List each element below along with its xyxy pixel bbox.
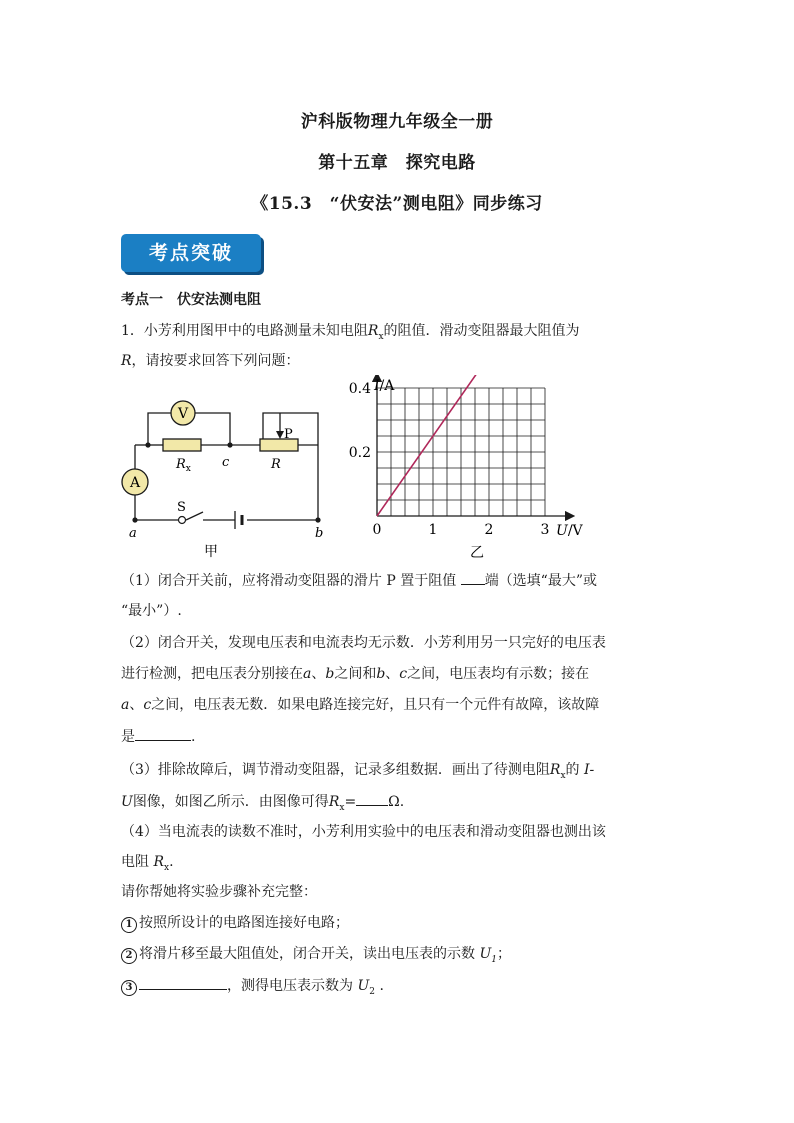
node-b-label: b [315, 526, 324, 541]
node-c-label: c [222, 455, 230, 470]
node-a-label: a [129, 526, 137, 541]
answer-blank-1[interactable] [461, 570, 485, 585]
rheostat-label: R [271, 457, 281, 472]
junction-dot [315, 517, 320, 522]
part-2: （2）闭合开关，发现电压表和电流表均无示数．小芳利用另一只完好的电压表 [121, 635, 606, 651]
slider-label: P [284, 427, 293, 442]
topic-heading: 考点一 伏安法测电阻 [121, 292, 261, 308]
part-1-cont: “最小”）. [121, 603, 182, 619]
part-4-line2: 电阻 $R_x$. [121, 854, 174, 873]
answer-blank-3[interactable] [356, 791, 388, 806]
doc-title: 沪科版物理九年级全一册 [300, 112, 494, 132]
section-banner: 考点突破 [121, 234, 261, 272]
part-2-line3: a、c之间，电压表无数．如果电路连接完好，且只有一个元件有故障，该故障 [121, 697, 600, 713]
circuit-diagram [118, 390, 338, 560]
switch-label: S [177, 500, 186, 515]
series-line [377, 375, 511, 516]
iu-chart [340, 375, 600, 565]
switch [179, 517, 186, 524]
figure-caption-jia: 甲 [204, 544, 218, 560]
step-3: 3 ，测得电压表示数为 $U_2$ . [121, 975, 384, 1002]
question-intro-cont: R，请按要求回答下列问题： [121, 353, 300, 369]
step-2: 2 将滑片移至最大阻值处，闭合开关，读出电压表的示数 $U_1$； [121, 944, 511, 970]
step-1: 1 按照所设计的电路图连接好电路； [121, 913, 349, 933]
rx-label: $R_x$ [176, 457, 191, 474]
chapter-title: 第十五章 探究电路 [318, 153, 476, 173]
ammeter-label: A [129, 475, 141, 491]
figure-caption-yi: 乙 [470, 545, 484, 561]
question-intro: 1．小芳利用图甲中的电路测量未知电阻$R_x$的阻值．滑动变阻器最大阻值为 [121, 323, 580, 342]
x-tick-label: 3 [540, 522, 550, 538]
part-2-line2: 进行检测，把电压表分别接在a、b之间和b、c之间，电压表均有示数；接在 [121, 666, 590, 682]
junction-dot [132, 517, 137, 522]
slider-arrow [276, 431, 284, 439]
voltmeter-label: V [177, 406, 189, 422]
rx-resistor [163, 439, 201, 451]
x-tick-label: 1 [428, 522, 438, 538]
part-2-line4: 是 . [121, 726, 195, 747]
junction-dot [227, 442, 232, 447]
y-tick-label: 0.4 [348, 381, 371, 397]
answer-blank-2[interactable] [135, 726, 191, 741]
answer-blank-4[interactable] [139, 975, 227, 990]
part-4: （4）当电流表的读数不准时，小芳利用实验中的电压表和滑动变阻器也测出该 [121, 824, 606, 840]
lesson-title: 《15.3 “伏安法”测电阻》同步练习 [251, 194, 543, 214]
junction-dot [145, 442, 150, 447]
y-axis-label: I/A [374, 378, 395, 394]
x-tick-label: 0 [372, 522, 382, 538]
x-axis-label: U/V [556, 523, 583, 539]
steps-intro: 请你帮她将实验步骤补充完整： [121, 884, 317, 900]
y-tick-label: 0.2 [348, 445, 371, 461]
part-3: （3）排除故障后，调节滑动变阻器，记录多组数据．画出了待测电阻$R_x$的 I- [121, 762, 595, 781]
part-3-line2: U图像，如图乙所示．由图像可得$R_x= \Omega$. [121, 791, 404, 818]
x-tick-label: 2 [484, 522, 494, 538]
part-1: （1）闭合开关前，应将滑动变阻器的滑片 P 置于阻值 端（选填“最大”或 [121, 570, 597, 591]
